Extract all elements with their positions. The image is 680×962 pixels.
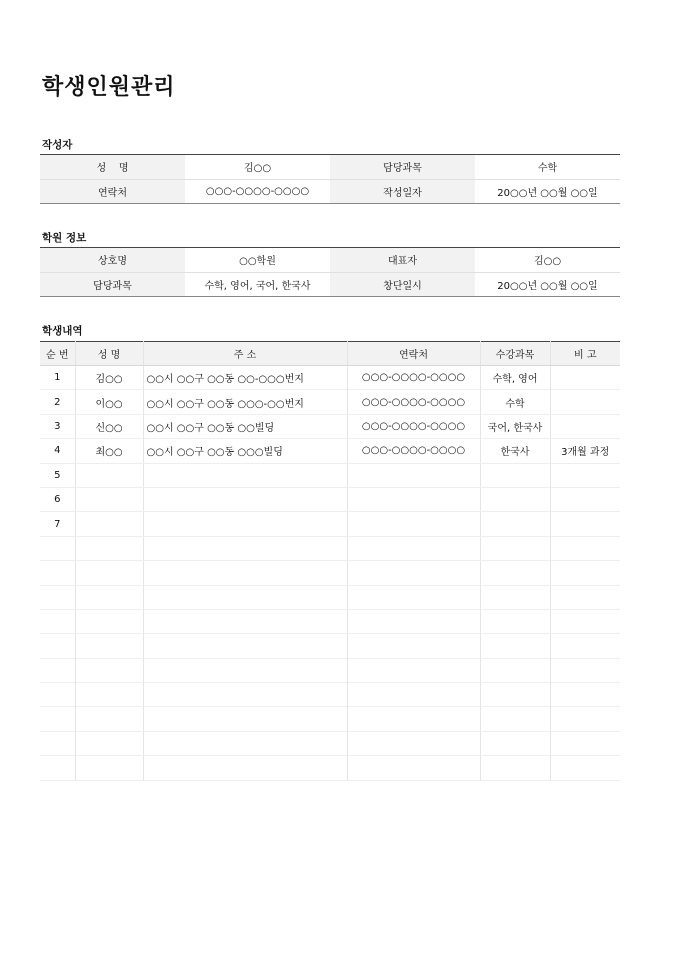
academy-subject-label: 담당과목 xyxy=(40,272,185,297)
table-row xyxy=(40,414,620,438)
writer-name-label: 성 명 xyxy=(40,155,185,180)
table-row xyxy=(40,487,620,511)
cell-number: 4 xyxy=(40,439,75,463)
cell-address xyxy=(143,609,347,633)
cell-number: 6 xyxy=(40,487,75,511)
table-row xyxy=(40,756,620,780)
cell-note xyxy=(550,536,620,560)
cell-name xyxy=(75,585,143,609)
academy-section-label: 학원 정보 xyxy=(42,232,87,244)
academy-rep-value: 김○○ xyxy=(475,248,620,273)
cell-name xyxy=(75,731,143,755)
table-row xyxy=(40,536,620,560)
academy-subject-value: 수학, 영어, 국어, 한국사 xyxy=(204,280,311,292)
table-row xyxy=(40,512,620,536)
writer-section-label: 작성자 xyxy=(42,139,73,151)
cell-number xyxy=(40,561,75,585)
cell-address xyxy=(143,731,347,755)
cell-number: 7 xyxy=(40,512,75,536)
cell-note xyxy=(550,512,620,536)
cell-number xyxy=(40,756,75,780)
writer-subject-label: 담당과목 xyxy=(330,155,475,180)
cell-name xyxy=(75,658,143,682)
cell-name xyxy=(75,707,143,731)
academy-rep-label: 대표자 xyxy=(330,248,475,273)
cell-contact: ○○○-○○○○-○○○○ xyxy=(347,439,480,463)
table-row xyxy=(40,731,620,755)
col-header-note: 비 고 xyxy=(550,342,620,366)
cell-course xyxy=(480,536,550,560)
cell-contact: ○○○-○○○○-○○○○ xyxy=(347,366,480,390)
cell-name xyxy=(75,463,143,487)
cell-number xyxy=(40,536,75,560)
cell-note xyxy=(550,683,620,707)
cell-contact xyxy=(347,512,480,536)
cell-address xyxy=(143,707,347,731)
table-row xyxy=(40,390,620,414)
cell-address: ○○시 ○○구 ○○동 ○○-○○○번지 xyxy=(143,366,347,390)
cell-name xyxy=(75,634,143,658)
cell-contact xyxy=(347,585,480,609)
writer-contact-label: 연락처 xyxy=(40,179,185,204)
cell-address: ○○시 ○○구 ○○동 ○○○빌딩 xyxy=(143,439,347,463)
cell-note xyxy=(550,609,620,633)
cell-address xyxy=(143,756,347,780)
cell-name xyxy=(75,536,143,560)
cell-address xyxy=(143,487,347,511)
cell-number xyxy=(40,658,75,682)
cell-contact: ○○○-○○○○-○○○○ xyxy=(347,414,480,438)
table-row xyxy=(40,658,620,682)
table-row xyxy=(40,707,620,731)
cell-name xyxy=(75,561,143,585)
cell-note xyxy=(550,414,620,438)
cell-note xyxy=(550,366,620,390)
academy-founded-label: 창단일시 xyxy=(330,272,475,297)
cell-course xyxy=(480,609,550,633)
writer-contact-value: ○○○-○○○○-○○○○ xyxy=(205,185,310,197)
cell-course xyxy=(480,707,550,731)
cell-number xyxy=(40,634,75,658)
academy-table xyxy=(40,247,620,297)
cell-number: 3 xyxy=(40,414,75,438)
academy-founded-value: 20○○년 ○○월 ○○일 xyxy=(497,280,598,292)
writer-table xyxy=(40,154,620,204)
cell-contact xyxy=(347,609,480,633)
cell-contact xyxy=(347,463,480,487)
cell-address xyxy=(143,683,347,707)
cell-address xyxy=(143,536,347,560)
cell-name xyxy=(75,683,143,707)
cell-name xyxy=(75,756,143,780)
students-header-row xyxy=(40,342,620,366)
table-row xyxy=(40,366,620,390)
students-table xyxy=(40,341,620,781)
cell-address xyxy=(143,463,347,487)
table-row xyxy=(40,463,620,487)
cell-number xyxy=(40,609,75,633)
page-title: 학생인원관리 xyxy=(42,75,176,100)
cell-course: 국어, 한국사 xyxy=(480,414,550,438)
cell-note xyxy=(550,390,620,414)
cell-note xyxy=(550,463,620,487)
cell-course xyxy=(480,683,550,707)
cell-contact xyxy=(347,561,480,585)
cell-number: 1 xyxy=(40,366,75,390)
cell-note xyxy=(550,634,620,658)
cell-contact xyxy=(347,731,480,755)
cell-name xyxy=(75,609,143,633)
cell-name: 신○○ xyxy=(75,414,143,438)
cell-note xyxy=(550,561,620,585)
cell-course xyxy=(480,585,550,609)
table-row xyxy=(40,609,620,633)
cell-note xyxy=(550,658,620,682)
cell-course xyxy=(480,512,550,536)
col-header-contact: 연락처 xyxy=(347,342,480,366)
cell-course xyxy=(480,756,550,780)
cell-note: 3개월 과정 xyxy=(550,439,620,463)
cell-contact: ○○○-○○○○-○○○○ xyxy=(347,390,480,414)
cell-course: 한국사 xyxy=(480,439,550,463)
cell-contact xyxy=(347,487,480,511)
cell-course xyxy=(480,658,550,682)
cell-number xyxy=(40,707,75,731)
writer-name-value: 김○○ xyxy=(185,155,330,180)
cell-number xyxy=(40,731,75,755)
table-row xyxy=(40,634,620,658)
table-row xyxy=(40,683,620,707)
col-header-address: 주 소 xyxy=(143,342,347,366)
cell-contact xyxy=(347,536,480,560)
cell-number: 2 xyxy=(40,390,75,414)
cell-note xyxy=(550,585,620,609)
cell-number xyxy=(40,683,75,707)
cell-note xyxy=(550,731,620,755)
col-header-number: 순 번 xyxy=(40,342,75,366)
cell-contact xyxy=(347,707,480,731)
cell-name: 이○○ xyxy=(75,390,143,414)
cell-contact xyxy=(347,658,480,682)
cell-name: 최○○ xyxy=(75,439,143,463)
cell-course xyxy=(480,561,550,585)
cell-address xyxy=(143,561,347,585)
cell-address xyxy=(143,634,347,658)
cell-course: 수학, 영어 xyxy=(480,366,550,390)
cell-address xyxy=(143,658,347,682)
col-header-name: 성 명 xyxy=(75,342,143,366)
writer-row xyxy=(40,155,620,180)
cell-contact xyxy=(347,683,480,707)
cell-contact xyxy=(347,634,480,658)
cell-address xyxy=(143,585,347,609)
cell-course: 수학 xyxy=(480,390,550,414)
cell-number: 5 xyxy=(40,463,75,487)
writer-row xyxy=(40,179,620,204)
writer-date-value: 20○○년 ○○월 ○○일 xyxy=(497,187,598,199)
cell-name xyxy=(75,512,143,536)
academy-row xyxy=(40,272,620,297)
table-row xyxy=(40,561,620,585)
cell-address: ○○시 ○○구 ○○동 ○○○-○○번지 xyxy=(143,390,347,414)
col-header-course: 수강과목 xyxy=(480,342,550,366)
cell-course xyxy=(480,463,550,487)
cell-course xyxy=(480,487,550,511)
cell-contact xyxy=(347,756,480,780)
writer-subject-value: 수학 xyxy=(475,155,620,180)
writer-date-label: 작성일자 xyxy=(330,179,475,204)
cell-name: 김○○ xyxy=(75,366,143,390)
cell-course xyxy=(480,731,550,755)
table-row xyxy=(40,439,620,463)
cell-note xyxy=(550,756,620,780)
cell-address: ○○시 ○○구 ○○동 ○○빌딩 xyxy=(143,414,347,438)
cell-course xyxy=(480,634,550,658)
academy-name-label: 상호명 xyxy=(40,248,185,273)
students-section-label: 학생내역 xyxy=(42,325,83,337)
cell-note xyxy=(550,707,620,731)
academy-name-value: ○○학원 xyxy=(185,248,330,273)
cell-note xyxy=(550,487,620,511)
cell-name xyxy=(75,487,143,511)
cell-address xyxy=(143,512,347,536)
table-row xyxy=(40,585,620,609)
academy-row xyxy=(40,248,620,273)
cell-number xyxy=(40,585,75,609)
